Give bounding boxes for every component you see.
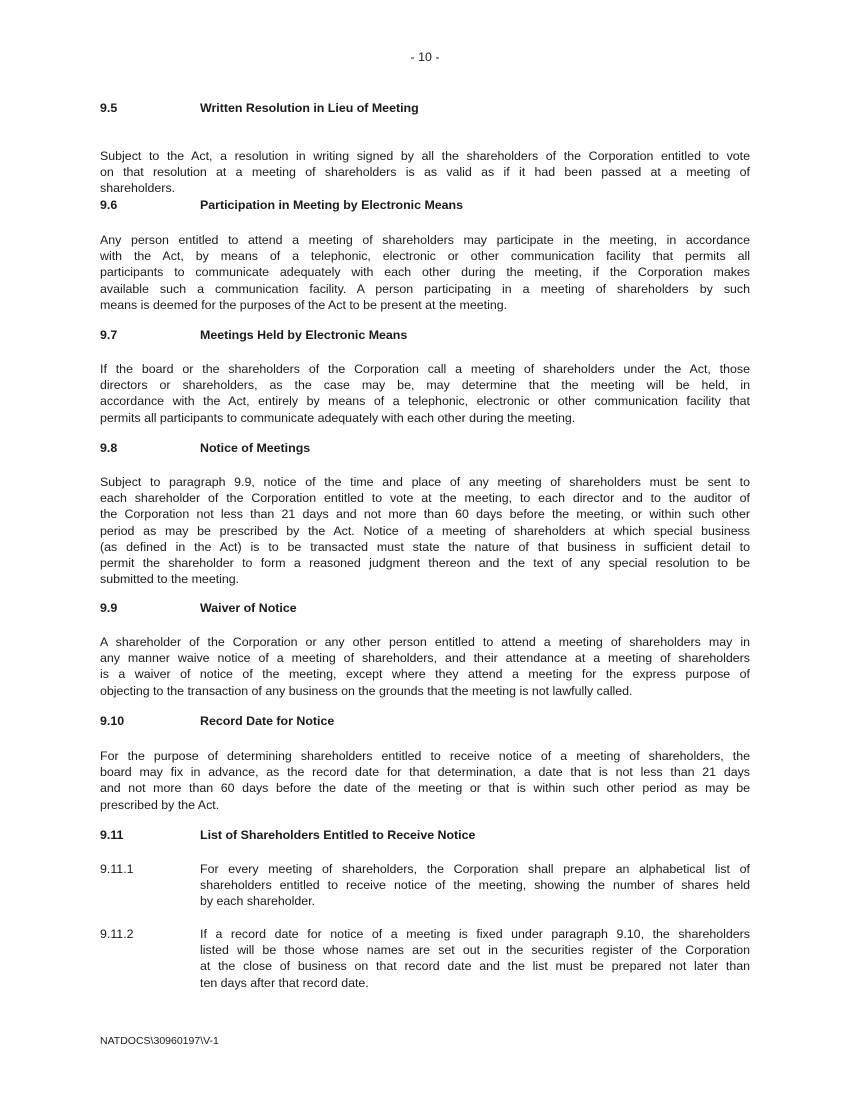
section-number: 9.7 — [100, 328, 118, 342]
text-line: board may fix in advance, as the record date for that determination, a date that is not less than 21 days — [100, 765, 750, 780]
text-line: directors or shareholders, as the case may be, may determine that the meeting will be held, in — [100, 378, 750, 393]
section-paragraph — [100, 361, 750, 426]
text-line: If a record date for notice of a meeting is fixed under paragraph 9.10, the shareholders — [200, 927, 750, 941]
text-line: For the purpose of determining shareholders entitled to receive notice of a meeting of shareholders, the — [100, 749, 750, 763]
section-heading — [100, 828, 475, 842]
section-number: 9.5 — [100, 101, 118, 115]
section-title: List of Shareholders Entitled to Receive Notice — [200, 828, 476, 842]
text-line: is a waiver of notice of the meeting, except where they attend a meeting for the express purpose of — [100, 667, 750, 682]
section-heading — [100, 714, 334, 728]
section-number: 9.11 — [100, 828, 124, 842]
page-number: - 10 - — [410, 50, 440, 64]
subsection-number: 9.11.1 — [100, 862, 134, 876]
text-line: Subject to paragraph 9.9, notice of the time and place of any meeting of shareholders must be sent to — [100, 475, 750, 489]
text-line: permits all participants to communicate adequately with each other during the meeting. — [100, 410, 576, 425]
text-line: and not more than 60 days before the date of the meeting or that is within such other period as may be — [100, 781, 750, 796]
section-title: Meetings Held by Electronic Means — [200, 328, 408, 342]
text-line: means is deemed for the purposes of the Act to be present at the meeting. — [100, 297, 508, 312]
text-line: Subject to the Act, a resolution in writing signed by all the shareholders of the Corporation entitled to vote — [100, 149, 750, 163]
text-line: listed will be those whose names are set out in the securities register of the Corporation — [200, 943, 750, 958]
section-paragraph — [100, 634, 750, 699]
text-line: period as may be prescribed by the Act. Notice of a meeting of shareholders at which special business — [100, 523, 750, 538]
section-heading — [100, 441, 310, 455]
section-paragraph — [100, 148, 750, 197]
text-line: shareholders. — [100, 181, 176, 196]
text-line: submitted to the meeting. — [100, 572, 240, 587]
section-title: Participation in Meeting by Electronic Means — [200, 198, 464, 212]
section-title: Waiver of Notice — [200, 601, 297, 615]
text-line: on that resolution at a meeting of shareholders is as valid as if it had been passed at a meeting of — [100, 165, 750, 180]
text-line: any manner waive notice of a meeting of shareholders, and their attendance at a meeting of shareholders — [100, 651, 750, 666]
text-line: objecting to the transaction of any business on the grounds that the meeting is not lawfully called. — [100, 683, 633, 698]
text-line: available such a communication facility. A person participating in a meeting of shareholders by such — [100, 281, 750, 296]
section-heading — [100, 198, 463, 212]
section-heading — [100, 101, 419, 115]
section-paragraph — [100, 232, 750, 313]
text-line: ten days after that record date. — [200, 975, 369, 990]
text-line: participants to communicate adequately with each other during the meeting, if the Corporation makes — [100, 265, 750, 280]
text-line: shareholders entitled to receive notice of the meeting, showing the number of shares held — [200, 878, 750, 893]
section-title: Record Date for Notice — [200, 714, 335, 728]
section-paragraph — [100, 474, 750, 587]
text-line: with the Act, by means of a telephonic, electronic or other communication facility that permits all — [100, 249, 750, 264]
text-line: Any person entitled to attend a meeting of shareholders may participate in the meeting, in accordance — [100, 233, 750, 247]
section-number: 9.8 — [100, 441, 118, 455]
section-heading — [100, 601, 297, 615]
subsection-number: 9.11.2 — [100, 927, 134, 941]
section-title: Notice of Meetings — [200, 441, 311, 455]
footer-doc-id: NATDOCS\30960197\V-1 — [100, 1035, 219, 1047]
subsection-paragraph — [200, 926, 750, 991]
section-paragraph — [100, 748, 750, 813]
text-line: For every meeting of shareholders, the Corporation shall prepare an alphabetical list of — [200, 862, 750, 876]
text-line: the Corporation not less than 21 days and not more than 60 days before the meeting, or within such other — [100, 507, 750, 522]
section-number: 9.9 — [100, 601, 118, 615]
section-heading — [100, 328, 407, 342]
text-line: If the board or the shareholders of the Corporation call a meeting of shareholders under the Act, those — [100, 362, 750, 376]
text-line: A shareholder of the Corporation or any other person entitled to attend a meeting of shareholders may in — [100, 635, 750, 649]
text-line: (as defined in the Act) is to be transacted must state the nature of that business in sufficient detail to — [100, 539, 750, 554]
text-line: permit the shareholder to form a reasoned judgment thereon and the text of any special resolution to be — [100, 555, 750, 570]
section-number: 9.10 — [100, 714, 125, 728]
text-line: each shareholder of the Corporation entitled to vote at the meeting, to each director and to the auditor of — [100, 491, 750, 506]
text-line: prescribed by the Act. — [100, 797, 220, 812]
text-line: at the close of business on that record date and the list must be prepared not later than — [200, 959, 750, 974]
section-number: 9.6 — [100, 198, 118, 212]
text-line: by each shareholder. — [200, 894, 316, 909]
text-line: accordance with the Act, entirely by means of a telephonic, electronic or other communication facility that — [100, 394, 750, 409]
subsection-paragraph — [200, 861, 750, 910]
section-title: Written Resolution in Lieu of Meeting — [200, 101, 419, 115]
